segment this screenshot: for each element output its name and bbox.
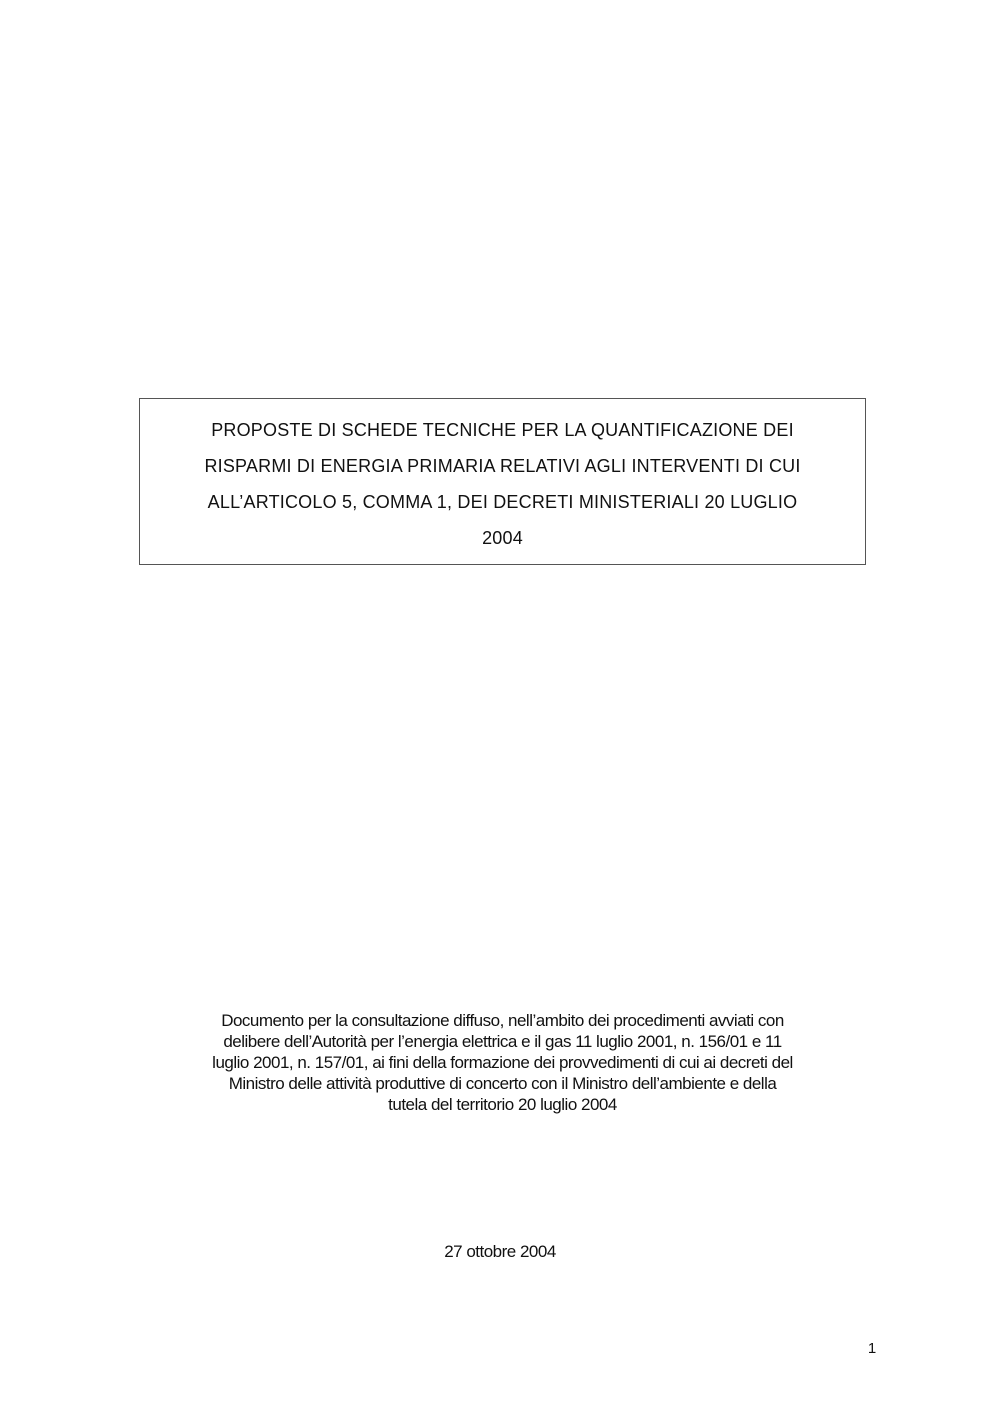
description-line: delibere dell’Autorità per l’energia elettrica e il gas 11 luglio 2001, n. 156/01 e 11 (223, 1032, 782, 1051)
document-title-line: PROPOSTE DI SCHEDE TECNICHE PER LA QUANTIFICAZIONE DEI (211, 419, 794, 440)
document-title-line: ALL’ARTICOLO 5, COMMA 1, DEI DECRETI MINISTERIALI 20 LUGLIO (207, 491, 798, 512)
description-line: Documento per la consultazione diffuso, nell’ambito dei procedimenti avviati con (221, 1011, 784, 1030)
document-title-box (139, 398, 866, 565)
description-line: Ministro delle attività produttive di concerto con il Ministro dell’ambiente e della (228, 1074, 777, 1093)
document-date: 27 ottobre 2004 (444, 1242, 556, 1261)
document-title-line: RISPARMI DI ENERGIA PRIMARIA RELATIVI AGLI INTERVENTI DI CUI (204, 455, 801, 476)
consultation-description (140, 1010, 865, 1115)
description-line: luglio 2001, n. 157/01, ai fini della formazione dei provvedimenti di cui ai decreti del (212, 1053, 793, 1072)
description-line: tutela del territorio 20 luglio 2004 (388, 1095, 617, 1114)
page-number: 1 (867, 1340, 877, 1357)
document-title-line: 2004 (482, 527, 523, 548)
